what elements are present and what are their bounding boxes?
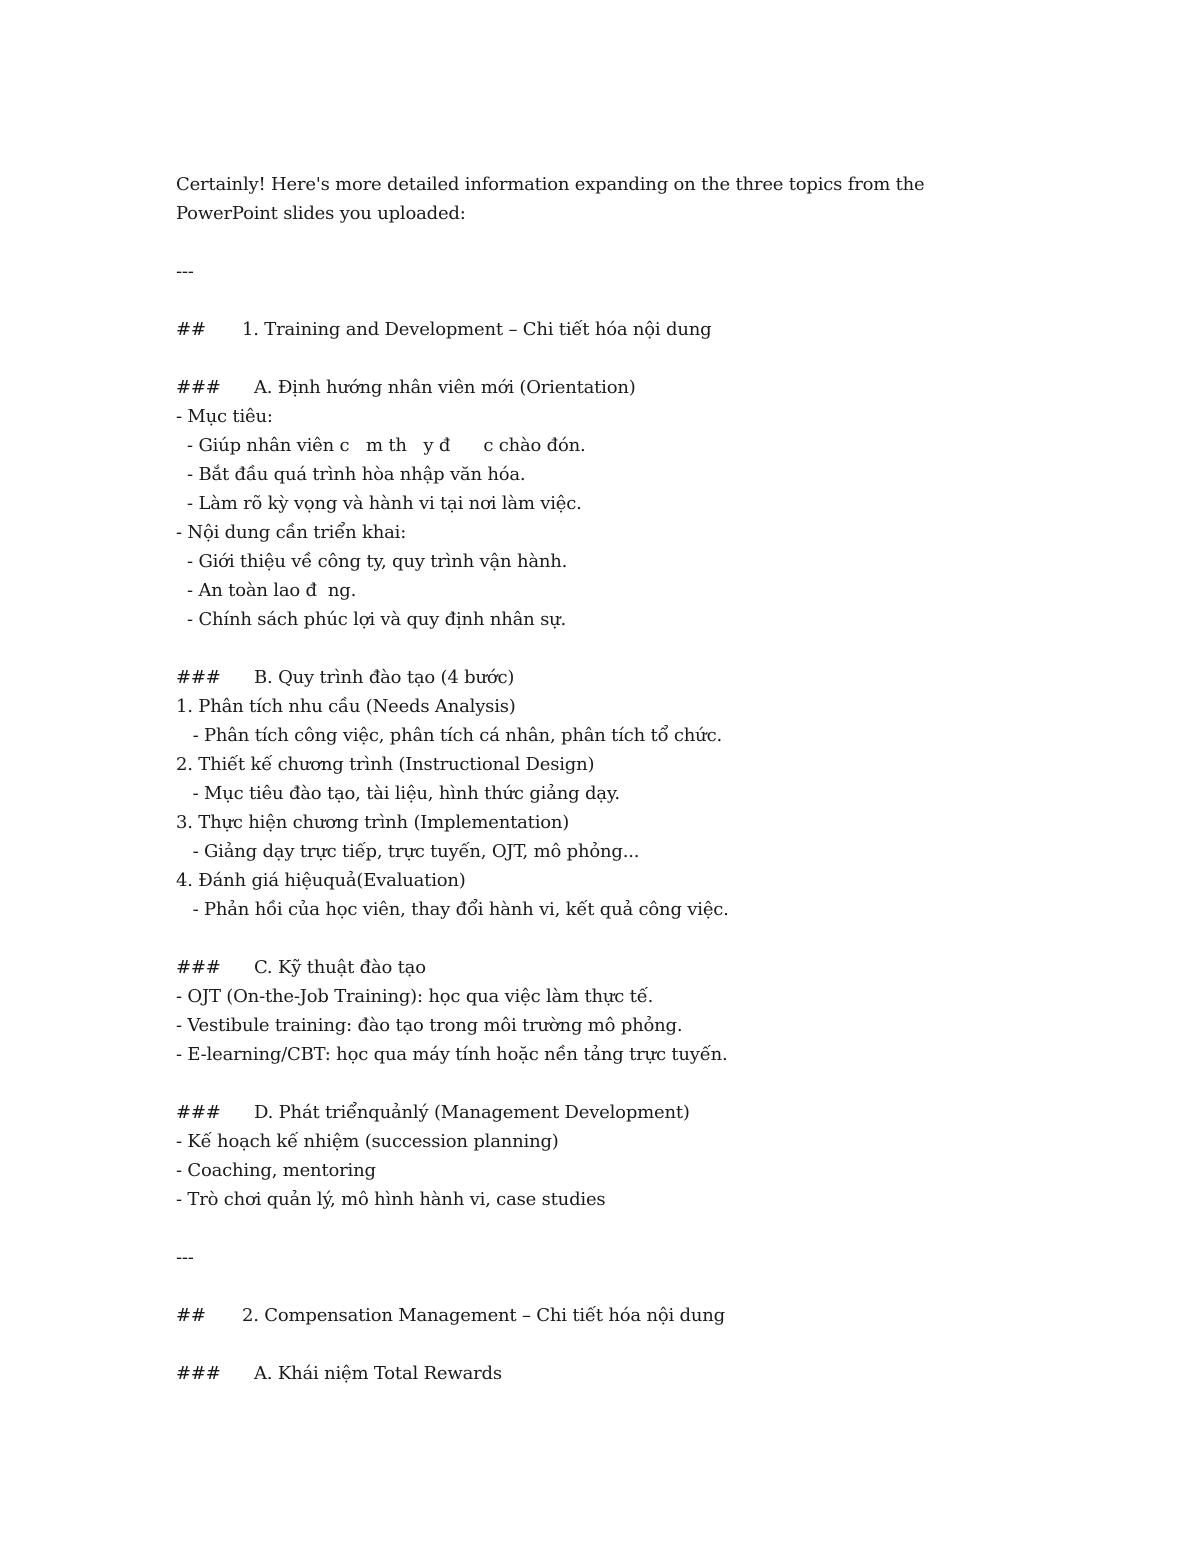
subsection-1d-heading	[176, 1098, 690, 1127]
list-item: - Coaching, mentoring	[176, 1160, 376, 1181]
list-item: - An toàn lao đ ng.	[176, 580, 357, 601]
heading-title: C. Kỹ thuật đào tạo	[254, 957, 426, 978]
list-item: - Giới thiệu về công ty, quy trình vận hành.	[176, 551, 568, 572]
heading-marker: ##	[176, 1305, 206, 1326]
separator: ---	[176, 1247, 194, 1268]
list-item: - Phản hồi của học viên, thay đổi hành vi, kết quả công việc.	[176, 899, 729, 920]
list-item: - Mục tiêu đào tạo, tài liệu, hình thức giảng dạy.	[176, 783, 620, 804]
list-item: 3. Thực hiện chương trình (Implementation)	[176, 812, 570, 833]
subsection-1b-heading	[176, 663, 514, 692]
heading-title: 1. Training and Development – Chi tiết hóa nội dung	[242, 319, 712, 340]
heading-title: A. Khái niệm Total Rewards	[254, 1363, 502, 1384]
list-item: - OJT (On-the-Job Training): học qua việc làm thực tế.	[176, 986, 654, 1007]
list-item: - Làm rõ kỳ vọng và hành vi tại nơi làm việc.	[176, 493, 582, 514]
heading-marker: ###	[176, 957, 221, 978]
heading-marker: ###	[176, 1102, 221, 1123]
list-item: - Vestibule training: đào tạo trong môi trường mô phỏng.	[176, 1015, 683, 1036]
heading-title: A. Định hướng nhân viên mới (Orientation)	[254, 377, 636, 398]
list-item: - Trò chơi quản lý, mô hình hành vi, case studies	[176, 1189, 606, 1210]
subsection-1c-heading	[176, 953, 426, 982]
heading-title: B. Quy trình đào tạo (4 bước)	[254, 667, 515, 688]
list-item: - E-learning/CBT: học qua máy tính hoặc nền tảng trực tuyến.	[176, 1044, 728, 1065]
section-2-heading	[176, 1301, 725, 1330]
list-item: - Chính sách phúc lợi và quy định nhân sự.	[176, 609, 567, 630]
heading-marker: ###	[176, 667, 221, 688]
list-item: - Giảng dạy trực tiếp, trực tuyến, OJT, mô phỏng...	[176, 841, 640, 862]
section-1-heading	[176, 315, 711, 344]
heading-title: D. Phát triểnquảnlý (Management Development)	[254, 1102, 690, 1123]
list-item: - Nội dung cần triển khai:	[176, 522, 407, 543]
list-item: 2. Thiết kế chương trình (Instructional Design)	[176, 754, 595, 775]
heading-title: 2. Compensation Management – Chi tiết hóa nội dung	[242, 1305, 725, 1326]
list-item: - Mục tiêu:	[176, 406, 273, 427]
list-item: - Bắt đầu quá trình hòa nhập văn hóa.	[176, 464, 526, 485]
list-item: 4. Đánh giá hiệuquả(Evaluation)	[176, 870, 466, 891]
subsection-1a-heading	[176, 373, 636, 402]
intro-line-2: PowerPoint slides you uploaded:	[176, 203, 466, 224]
subsection-2a-heading	[176, 1359, 502, 1388]
list-item: - Giúp nhân viên c m th y đ c chào đón.	[176, 435, 586, 456]
list-item: - Kế hoạch kế nhiệm (succession planning)	[176, 1131, 559, 1152]
list-item: 1. Phân tích nhu cầu (Needs Analysis)	[176, 696, 516, 717]
heading-marker: ##	[176, 319, 206, 340]
heading-marker: ###	[176, 377, 221, 398]
separator: ---	[176, 261, 194, 282]
list-item: - Phân tích công việc, phân tích cá nhân, phân tích tổ chức.	[176, 725, 722, 746]
intro-line-1: Certainly! Here's more detailed information expanding on the three topics from the	[176, 174, 925, 195]
heading-marker: ###	[176, 1363, 221, 1384]
